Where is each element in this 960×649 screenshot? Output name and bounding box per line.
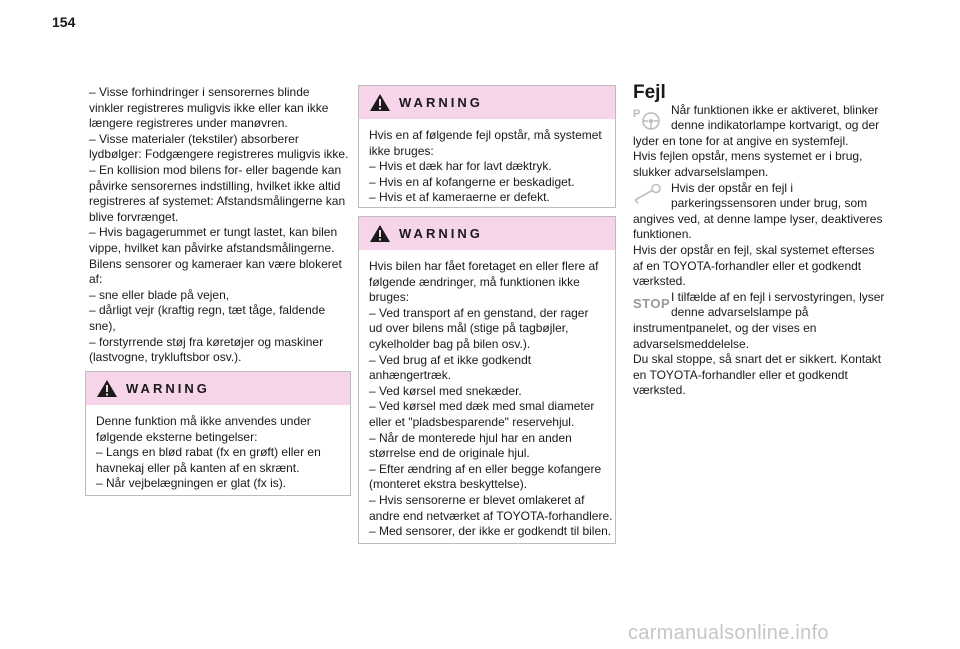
- text-line: andre end netværket af TOYOTA-forhandlere.: [369, 508, 613, 523]
- warning-box-mid-bottom: [358, 216, 616, 544]
- text-line: instrumentpanelet, og der vises en: [633, 320, 817, 335]
- text-line: – Visse forhindringer i sensorernes blinde: [89, 85, 310, 99]
- warning-triangle-icon: [96, 379, 118, 398]
- fejl-block-1: [633, 103, 893, 134]
- warning-body: [86, 405, 350, 500]
- text-line: lyder en tone for at angive en systemfejl.: [633, 133, 849, 148]
- text-line: – Visse materialer (tekstiler) absorberer: [89, 131, 299, 146]
- text-line: af:: [89, 272, 103, 287]
- fejl-block-3-rest: [633, 321, 893, 399]
- text-line: en TOYOTA-forhandler eller et godkendt: [633, 367, 848, 382]
- text-line: I tilfælde af en fejl i servostyringen, lyser: [671, 289, 885, 304]
- text-line: (lastvogne, trykluftsbor osv.).: [89, 350, 242, 365]
- fejl-block-3: [633, 290, 893, 321]
- text-line: Hvis der opstår en fejl i: [671, 180, 794, 195]
- text-line: denne advarselslampe på: [671, 305, 809, 320]
- watermark: carmanualsonline.info: [628, 622, 829, 644]
- text-line: vinkler registreres muligvis ikke eller kan ikke: [89, 100, 329, 115]
- text-line: blive forvrænget.: [89, 209, 179, 224]
- text-line: længere registreres under manøvren.: [89, 116, 288, 131]
- text-line: havnekaj eller på kanten af en skrænt.: [96, 460, 300, 475]
- text-line: – En kollision mod bilens for- eller bagende kan: [89, 162, 342, 177]
- fejl-section: [633, 82, 893, 399]
- text-line: Denne funktion må ikke anvendes under: [96, 414, 311, 428]
- parking-sensor-warning-icon: [633, 106, 663, 132]
- text-line: slukker advarselslampen.: [633, 164, 769, 179]
- warning-triangle-icon: [369, 224, 391, 243]
- text-line: værksted.: [633, 383, 686, 398]
- text-line: – Ved transport af en genstand, der rager: [369, 305, 589, 320]
- warning-header: [86, 372, 350, 405]
- text-line: lydbølger: Fodgængere registreres muligvis ikke.: [89, 147, 349, 162]
- warning-body: [359, 119, 615, 214]
- text-line: – Hvis et af kameraerne er defekt.: [369, 190, 550, 205]
- fejl-block-3-indented: [633, 290, 893, 321]
- warning-title: WARNING: [399, 95, 483, 110]
- text-line: – Ved kørsel med snekæder.: [369, 383, 522, 398]
- warning-title: WARNING: [399, 226, 483, 241]
- text-line: bruges:: [369, 290, 410, 305]
- page-number: 154: [52, 14, 76, 30]
- text-line: størrelse end de originale hjul.: [369, 446, 530, 461]
- warning-header: [359, 86, 615, 119]
- stop-warning-icon: STOP: [633, 295, 671, 311]
- text-line: påvirke sensorernes indstilling, hvilket ikke altid: [89, 178, 341, 193]
- text-line: – Med sensorer, der ikke er godkendt til bilen.: [369, 524, 612, 539]
- fejl-block-2: [633, 181, 893, 212]
- left-column-lines: [89, 85, 349, 366]
- warning-title: WARNING: [126, 381, 210, 396]
- fejl-heading: Fejl: [633, 82, 666, 103]
- svg-text:P: P: [633, 107, 641, 120]
- left-column: [89, 85, 349, 366]
- text-line: vippe, hvilket kan påvirke afstandsmålingerne.: [89, 240, 335, 255]
- text-line: Når funktionen ikke er aktiveret, blinker: [671, 102, 879, 117]
- text-line: – Ved brug af et ikke godkendt: [369, 352, 532, 367]
- text-line: af en TOYOTA-forhandler eller et godkendt: [633, 258, 862, 273]
- text-line: – Hvis et dæk har for lavt dæktryk.: [369, 159, 552, 174]
- text-line: Hvis fejlen opstår, mens systemet er i brug,: [633, 149, 863, 164]
- warning-box-left: [85, 371, 351, 496]
- text-line: denne indikatorlampe kortvarigt, og der: [671, 118, 880, 133]
- warning-header: [359, 217, 615, 250]
- text-line: Hvis bilen har fået foretaget en eller flere af: [369, 259, 599, 273]
- text-line: parkeringssensoren under brug, som: [671, 196, 868, 211]
- fejl-block-1-indented: [633, 103, 893, 134]
- text-line: Hvis en af følgende fejl opstår, må systemet: [369, 128, 602, 142]
- fejl-block-1-rest: [633, 134, 893, 181]
- fejl-block-2-rest: [633, 212, 893, 290]
- text-line: cykelholder bag på bilen osv.).: [369, 336, 531, 351]
- text-line: – Ved kørsel med dæk med smal diameter: [369, 399, 595, 414]
- wrench-warning-icon: [633, 183, 663, 205]
- text-line: anhængertræk.: [369, 368, 452, 383]
- text-line: – Hvis en af kofangerne er beskadiget.: [369, 174, 575, 189]
- text-line: – Når vejbelægningen er glat (fx is).: [96, 476, 287, 491]
- text-line: Hvis der opstår en fejl, skal systemet efterses: [633, 242, 875, 257]
- text-line: Du skal stoppe, så snart det er sikkert. Kontakt: [633, 352, 882, 367]
- text-line: – sne eller blade på vejen,: [89, 287, 230, 302]
- text-line: ikke bruges:: [369, 143, 434, 158]
- text-line: angives ved, at denne lampe lyser, deaktiveres: [633, 211, 883, 226]
- text-line: værksted.: [633, 274, 686, 289]
- text-line: registreres af systemet: Afstandsmålingerne kan: [89, 194, 346, 209]
- text-line: eller et "pladsbesparende" reservehjul.: [369, 414, 575, 429]
- text-line: – Langs en blød rabat (fx en grøft) eller en: [96, 445, 321, 460]
- text-line: følgende eksterne betingelser:: [96, 429, 258, 444]
- text-line: følgende ændringer, må funktionen ikke: [369, 274, 580, 289]
- text-line: ud over bilens mål (stige på tagbøjler,: [369, 321, 569, 336]
- text-line: (monteret ekstra beskyttelse).: [369, 477, 528, 492]
- warning-triangle-icon: [369, 93, 391, 112]
- fejl-block-2-indented: [633, 181, 893, 212]
- text-line: – dårligt vejr (kraftig regn, tæt tåge, faldende: [89, 303, 326, 318]
- warning-box-mid-top: [358, 85, 616, 208]
- text-line: – forstyrrende støj fra køretøjer og maskiner: [89, 334, 324, 349]
- text-line: – Hvis bagagerummet er tungt lastet, kan bilen: [89, 225, 338, 240]
- text-line: sne),: [89, 318, 116, 333]
- text-line: Bilens sensorer og kameraer kan være blokeret: [89, 256, 342, 271]
- text-line: – Efter ændring af en eller begge kofangere: [369, 461, 602, 476]
- text-line: advarselsmeddelelse.: [633, 336, 750, 351]
- text-line: – Når de monterede hjul har en anden: [369, 430, 572, 445]
- warning-body: [359, 250, 615, 548]
- text-line: funktionen.: [633, 227, 692, 242]
- text-line: – Hvis sensorerne er blevet omlakeret af: [369, 492, 585, 507]
